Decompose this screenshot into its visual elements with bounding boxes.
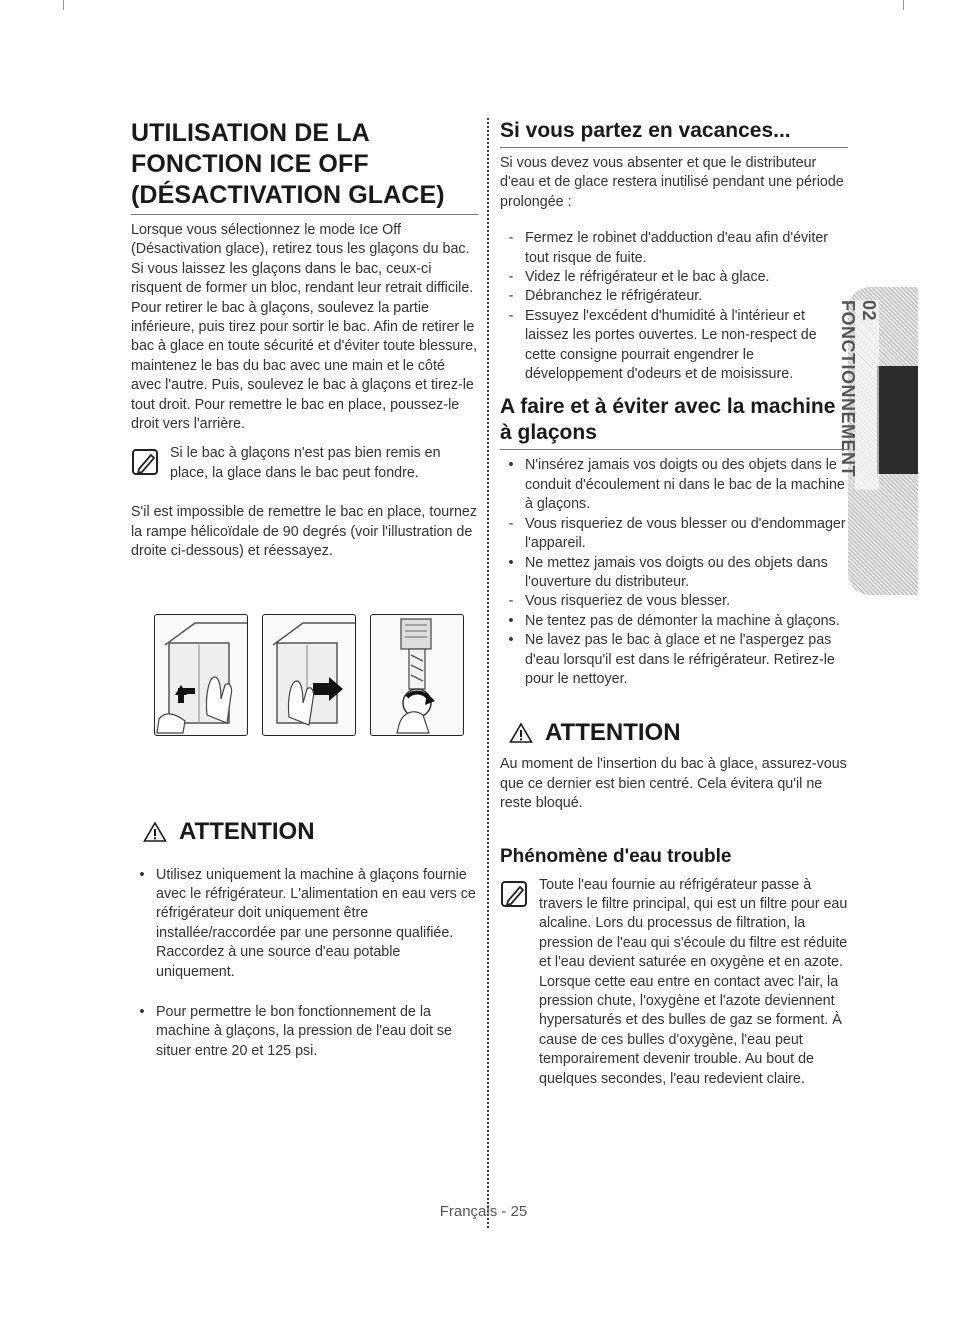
illustration-push-bin bbox=[262, 614, 356, 736]
note-text: Si le bac à glaçons n'est pas bien remis en place, la glace dans le bac peut fondre. bbox=[170, 445, 441, 481]
list-item: - Vous risqueriez de vous blesser ou d'endommager l'appareil. bbox=[508, 515, 846, 552]
dodont-list bbox=[500, 456, 848, 689]
heading-rule bbox=[500, 147, 848, 148]
ice-off-heading: UTILISATION DE LA FONCTION ICE OFF (DÉSACTIVATION GLACE) bbox=[131, 119, 445, 209]
list-item: • Ne lavez pas le bac à glace et ne l'aspergez pas d'eau lorsqu'il est dans le réfrigérateur. Retirez-le pour le nettoyer. bbox=[508, 632, 835, 687]
vacation-heading: Si vous partez en vacances... bbox=[500, 119, 791, 142]
chapter-tab-label: 02 FONCTIONNEMENT bbox=[855, 300, 879, 490]
note-icon bbox=[131, 447, 161, 477]
illustration-remove-bin bbox=[154, 614, 248, 736]
attention-heading-left bbox=[143, 818, 478, 846]
heading-rule bbox=[131, 214, 478, 215]
crop-mark bbox=[63, 0, 64, 10]
list-item: - Fermez le robinet d'adduction d'eau afin d'éviter tout risque de fuite. bbox=[508, 230, 829, 266]
right-column bbox=[500, 118, 848, 1089]
list-item: • Pour permettre le bon fonctionnement de la machine à glaçons, la pression de l'eau doit se situer entre 20 et 125 psi. bbox=[139, 1003, 452, 1059]
note-block bbox=[131, 444, 478, 483]
column-divider bbox=[487, 118, 489, 1228]
vacation-list bbox=[500, 229, 848, 384]
note-block bbox=[500, 876, 848, 1089]
heading-rule bbox=[500, 449, 848, 450]
warning-icon bbox=[143, 821, 167, 843]
left-column bbox=[131, 118, 478, 1061]
ice-off-intro: Lorsque vous sélectionnez le mode Ice Off (Désactivation glace), retirez tous les glaçons du bac. Si vous laissez les glaçons dans le bac, ceux-ci risquent de former un bloc, rendant leur retrait difficile. Pour retirer le bac à glaçons, soulevez la partie inférieure, puis tirez pour sortir le bac. Afin de retirer le bac à glace en toute sécurité et d'éviter toute blessure, maintenez le bas du bac avec une main et le côté avec l'autre. Puis, soulevez le bac à glaçons et tirez-le tout droit. Pour remettre le bac en place, poussez-le droit vers l'arrière. bbox=[131, 222, 478, 433]
cloudy-water-text: Toute l'eau fournie au réfrigérateur passe à travers le filtre principal, qui est un filtre pour eau alcaline. Lors du processus de filtration, la pression de l'eau qui s'écoule du filtre est réduite et l'eau devient saturée en oxygène et en azote. Lorsque cette eau entre en contact avec l'air, la pression chute, l'oxygène et l'azote deviennent hypersaturés et des bulles de gaz se forment. À cause de ces bulles d'oxygène, l'eau peut temporairement devenir trouble. Au bout de quelques secondes, l'eau redevient claire. bbox=[539, 876, 848, 1087]
note-icon bbox=[500, 879, 530, 909]
attention-text: Au moment de l'insertion du bac à glace, assurez-vous que ce dernier est bien centré. Cela évitera qu'il ne reste bloqué. bbox=[500, 756, 847, 812]
list-item: - Débranchez le réfrigérateur. bbox=[508, 288, 703, 305]
illustration-turn-auger bbox=[370, 614, 464, 736]
ramp-paragraph: S'il est impossible de remettre le bac en place, tournez la rampe hélicoïdale de 90 degrés (voir l'illustration de droite ci-dessous) et réessayez. bbox=[131, 504, 478, 560]
list-item: • Utilisez uniquement la machine à glaçons fournie avec le réfrigérateur. L'alimentation en eau vers ce réfrigérateur doit uniquement être installée/raccordée par une personne qualifiée. Raccordez à une source d'eau potable uniquement. bbox=[139, 866, 476, 980]
page-number: Français - 25 bbox=[439, 1203, 528, 1220]
dodont-heading: A faire et à éviter avec la machine à glaçons bbox=[500, 395, 836, 445]
attention-list-left bbox=[131, 866, 478, 1062]
list-item: • N'insérez jamais vos doigts ou des objets dans le conduit d'écoulement ni dans le bac de la machine à glaçons. bbox=[508, 457, 845, 513]
list-item: • Ne mettez jamais vos doigts ou des objets dans l'ouverture du distributeur. bbox=[508, 554, 828, 590]
cloudy-water-heading: Phénomène d'eau trouble bbox=[500, 845, 732, 867]
chapter-tab-marker bbox=[877, 366, 918, 474]
list-item: - Essuyez l'excédent d'humidité à l'intérieur et laissez les portes ouvertes. Le non-respect de cette consigne pourrait engendrer le développement d'odeurs et de moisissure. bbox=[508, 307, 817, 383]
illustrations bbox=[154, 614, 478, 736]
vacation-intro: Si vous devez vous absenter et que le distributeur d'eau et de glace restera inutilisé pendant une période prolongée : bbox=[500, 155, 844, 210]
crop-mark bbox=[903, 0, 904, 10]
attention-heading-right bbox=[509, 719, 848, 747]
list-item: • Ne tentez pas de démonter la machine à glaçons. bbox=[508, 612, 840, 629]
warning-icon bbox=[509, 722, 533, 744]
list-item: - Videz le réfrigérateur et le bac à glace. bbox=[508, 269, 770, 286]
list-item: - Vous risqueriez de vous blesser. bbox=[508, 593, 731, 610]
attention-title: ATTENTION bbox=[545, 719, 681, 747]
attention-title: ATTENTION bbox=[179, 817, 315, 845]
